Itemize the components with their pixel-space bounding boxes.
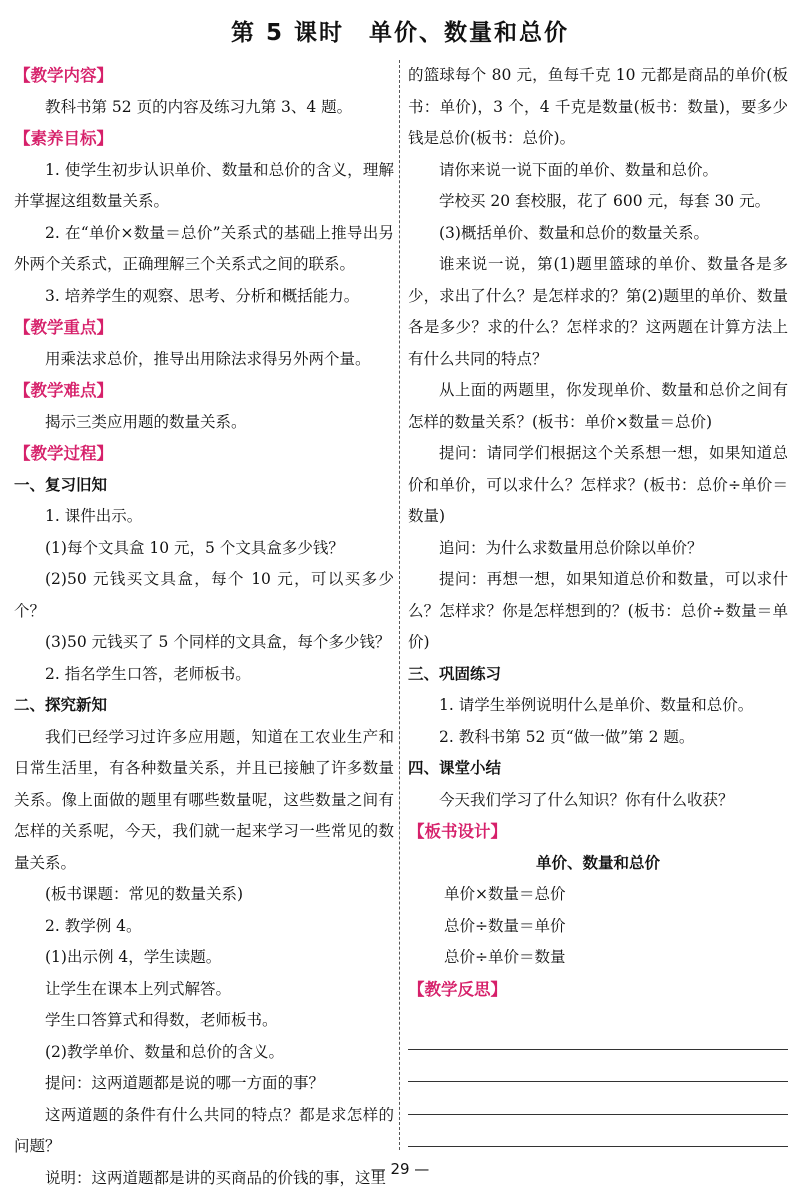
right-line: (3)概括单价、数量和总价的数量关系。 [408, 218, 788, 250]
continued-paragraph: 的篮球每个 80 元，鱼每千克 10 元都是商品的单价(板书：单价)，3 个，4 千克是数量(板书：数量)，要多少钱是总价(板书：总价)。 [408, 60, 788, 155]
explore-line: 2. 教学例 4。 [14, 911, 394, 943]
right-line: 请你来说一说下面的单价、数量和总价。 [408, 155, 788, 187]
section-explore: 二、探究新知 [14, 690, 394, 722]
heading-goals: 【素养目标】 [14, 123, 394, 155]
writing-line [408, 1082, 788, 1115]
left-column [14, 60, 394, 1194]
board-formula: 总价÷数量＝单价 [408, 911, 788, 943]
section-summary: 四、课堂小结 [408, 753, 788, 785]
review-line: 1. 课件出示。 [14, 501, 394, 533]
heading-board-design: 【板书设计】 [408, 816, 788, 848]
heading-difficulty: 【教学难点】 [14, 375, 394, 407]
explore-line: 说明：这两道题都是讲的买商品的价钱的事，这里 [14, 1163, 394, 1194]
heading-process: 【教学过程】 [14, 438, 394, 470]
goal-1: 1. 使学生初步认识单价、数量和总价的含义，理解并掌握这组数量关系。 [14, 155, 394, 218]
practice-line: 2. 教科书第 52 页“做一做”第 2 题。 [408, 722, 788, 754]
summary-line: 今天我们学习了什么知识？你有什么收获？ [408, 785, 788, 817]
right-line: 学校买 20 套校服，花了 600 元，每套 30 元。 [408, 186, 788, 218]
explore-line: 这两道题的条件有什么共同的特点？都是求怎样的问题？ [14, 1100, 394, 1163]
column-divider [399, 60, 400, 1150]
explore-line: 让学生在课本上列式解答。 [14, 974, 394, 1006]
review-line: (3)50 元钱买了 5 个同样的文具盒，每个多少钱？ [14, 627, 394, 659]
explore-line: (2)教学单价、数量和总价的含义。 [14, 1037, 394, 1069]
heading-key-point: 【教学重点】 [14, 312, 394, 344]
key-point-text: 用乘法求总价，推导出用除法求得另外两个量。 [14, 344, 394, 376]
content-text: 教科书第 52 页的内容及练习九第 3、4 题。 [14, 92, 394, 124]
page-title: 第 5 课时 单价、数量和总价 [0, 14, 800, 47]
heading-reflection: 【教学反思】 [408, 974, 788, 1006]
board-formula: 总价÷单价＝数量 [408, 942, 788, 974]
section-practice: 三、巩固练习 [408, 659, 788, 691]
writing-line [408, 1050, 788, 1083]
difficulty-text: 揭示三类应用题的数量关系。 [14, 407, 394, 439]
review-line: (2)50 元钱买文具盒，每个 10 元，可以买多少个？ [14, 564, 394, 627]
board-title: 单价、数量和总价 [408, 848, 788, 880]
explore-paragraph: 我们已经学习过许多应用题，知道在工农业生产和日常生活里，有各种数量关系，并且已接触了许多数量关系。像上面做的题里有哪些数量呢，这些数量之间有怎样的关系呢，今天，我们就一起来学习一些常见的数量关系。 [14, 722, 394, 880]
explore-line: (板书课题：常见的数量关系) [14, 879, 394, 911]
explore-line: 提问：这两道题都是说的哪一方面的事？ [14, 1068, 394, 1100]
page-number: — 29 — [0, 1160, 800, 1178]
writing-line [408, 1017, 788, 1050]
right-paragraph: 提问：再想一想，如果知道总价和数量，可以求什么？怎样求？你是怎样想到的？(板书：总价÷数量＝单价) [408, 564, 788, 659]
writing-line [408, 1115, 788, 1148]
goal-3: 3. 培养学生的观察、思考、分析和概括能力。 [14, 281, 394, 313]
explore-line: (1)出示例 4，学生读题。 [14, 942, 394, 974]
practice-line: 1. 请学生举例说明什么是单价、数量和总价。 [408, 690, 788, 722]
board-formula: 单价×数量＝总价 [408, 879, 788, 911]
reflection-lines [408, 1017, 788, 1147]
review-line: 2. 指名学生口答，老师板书。 [14, 659, 394, 691]
section-review: 一、复习旧知 [14, 470, 394, 502]
explore-line: 学生口答算式和得数，老师板书。 [14, 1005, 394, 1037]
heading-teaching-content: 【教学内容】 [14, 60, 394, 92]
right-line: 追问：为什么求数量用总价除以单价？ [408, 533, 788, 565]
right-paragraph: 谁来说一说，第(1)题里篮球的单价、数量各是多少，求出了什么？是怎样求的？第(2)题里的单价、数量各是多少？求的什么？怎样求的？这两题在计算方法上有什么共同的特点？ [408, 249, 788, 375]
goal-2: 2. 在“单价×数量＝总价”关系式的基础上推导出另外两个关系式，正确理解三个关系式之间的联系。 [14, 218, 394, 281]
review-line: (1)每个文具盒 10 元，5 个文具盒多少钱？ [14, 533, 394, 565]
right-column [408, 60, 788, 1147]
right-paragraph: 提问：请同学们根据这个关系想一想，如果知道总价和单价，可以求什么？怎样求？(板书：总价÷单价＝数量) [408, 438, 788, 533]
right-paragraph: 从上面的两题里，你发现单价、数量和总价之间有怎样的数量关系？(板书：单价×数量＝总价) [408, 375, 788, 438]
